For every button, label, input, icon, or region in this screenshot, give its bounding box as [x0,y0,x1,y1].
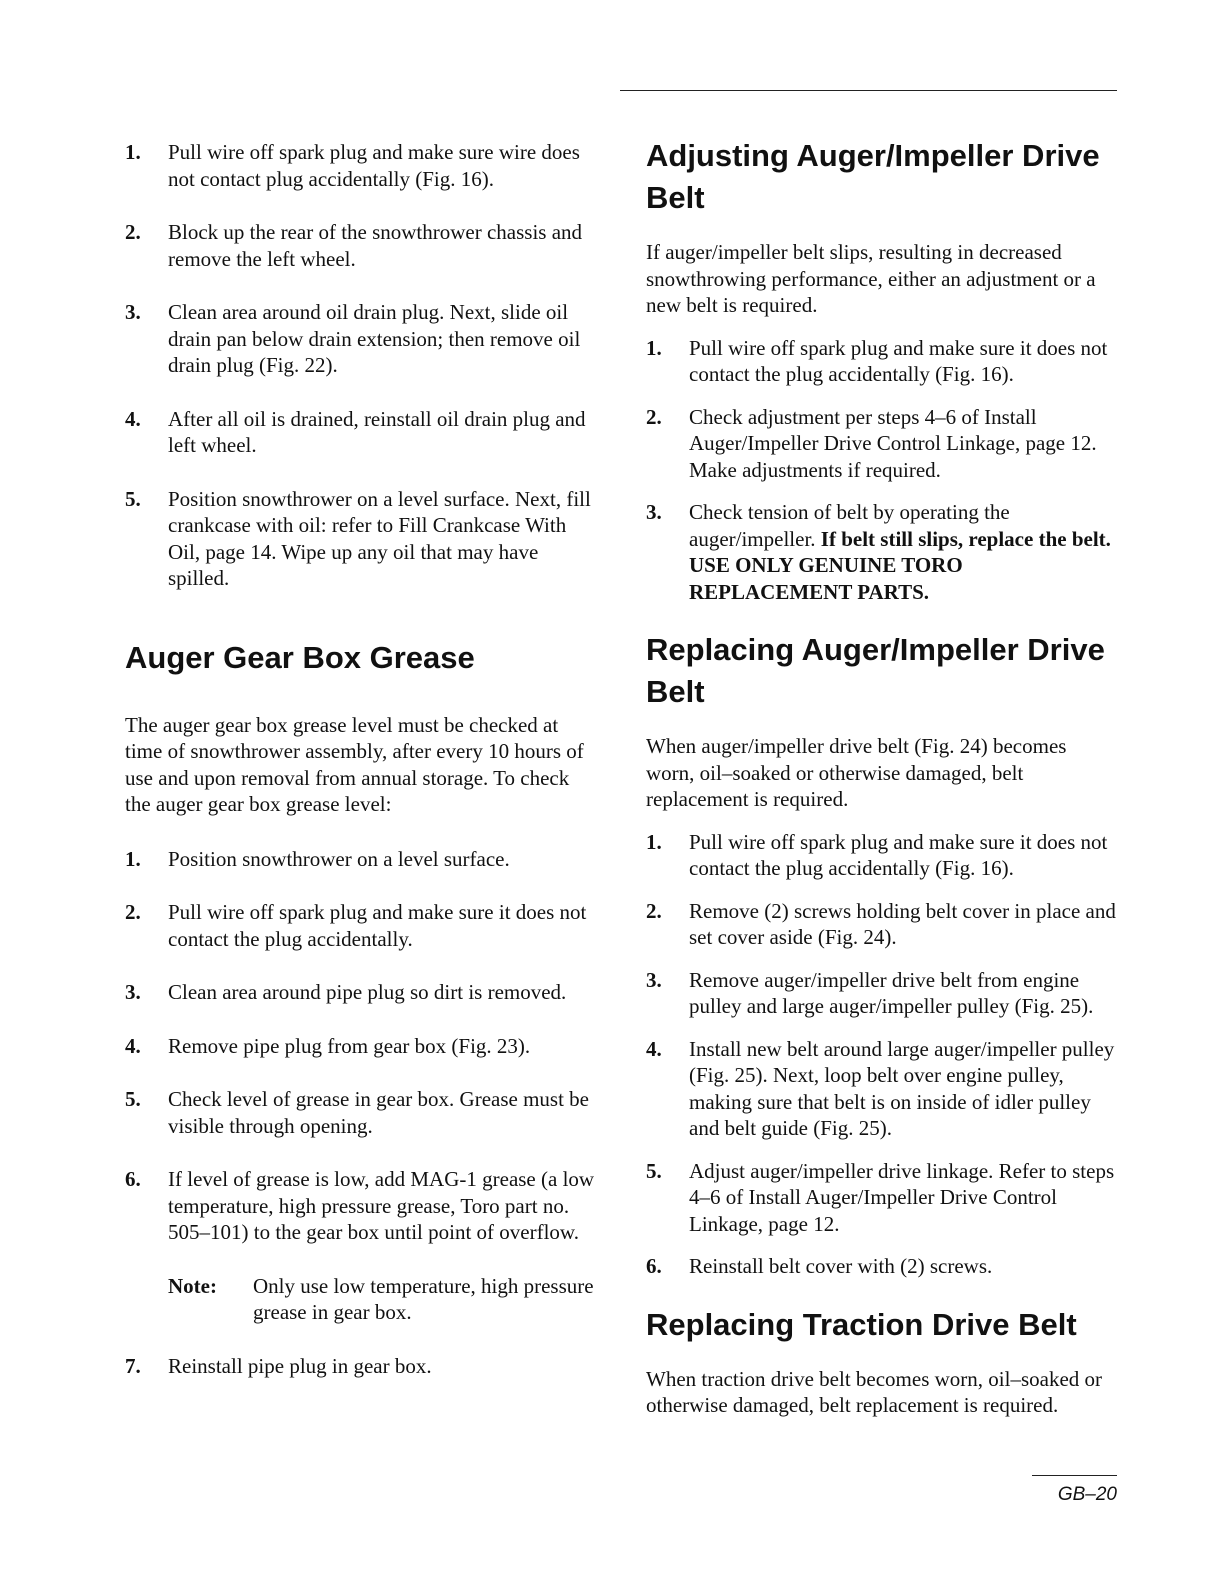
step-number: 3. [125,980,141,1004]
traction-intro-paragraph: When traction drive belt becomes worn, oil–soaked or otherwise damaged, belt replacement is required. [646,1366,1103,1417]
list-item [646,1253,1118,1280]
list-item [125,219,600,272]
step-text: Adjust auger/impeller drive linkage. Refer to steps 4–6 of Install Auger/Impeller Drive Control Linkage, page 12. [689,1158,1115,1236]
grease-intro-paragraph: The auger gear box grease level must be checked at time of snowthrower assembly, after every 10 hours of use and upon removal from annual storage. To check the auger gear box grease level: [125,712,584,816]
step-number: 7. [125,1353,141,1378]
step-number: 1. [646,829,662,854]
step-text: Clean area around oil drain plug. Next, slide oil drain pan below drain extension; then remove oil drain plug (Fig. 22). [168,300,581,377]
step-text: Pull wire off spark plug and make sure it does not contact the plug accidentally (Fig. 16). [689,335,1108,386]
step-text: Reinstall pipe plug in gear box. [168,1353,432,1378]
list-item [125,1033,600,1060]
note-text: Only use low temperature, high pressure grease in gear box. [253,1273,594,1324]
step-text: Install new belt around large auger/impeller pulley (Fig. 25). Next, loop belt over engine pulley, making sure that belt is on inside of idler pulley and belt guide (Fig. 25). [689,1036,1115,1140]
step-text: Check level of grease in gear box. Grease must be visible through opening. [168,1087,590,1138]
section-heading-replacing-auger-belt: Replacing Auger/Impeller Drive Belt [646,632,1105,709]
step-text: After all oil is drained, reinstall oil drain plug and left wheel. [168,406,586,457]
replace-intro-paragraph: When auger/impeller drive belt (Fig. 24) becomes worn, oil–soaked or otherwise damaged, belt replacement is required. [646,734,1067,811]
page-number: GB–20 [1057,1484,1117,1505]
list-item [646,898,1118,951]
step-number: 2. [125,900,141,924]
step-number: 6. [646,1254,662,1278]
list-item [646,967,1118,1020]
list-item [646,499,1118,605]
step-number: 1. [125,140,141,164]
step-number: 3. [125,300,141,324]
step-number: 2. [646,404,662,429]
step-text: Clean area around pipe plug so dirt is removed. [168,980,567,1004]
list-item [646,829,1118,882]
step-text: Check adjustment per steps 4–6 of Install Auger/Impeller Drive Control Linkage, page 12. Make adjustments if required. [689,404,1097,482]
list-item [125,486,600,592]
step-number: 3. [646,500,662,524]
step-number: 5. [646,1158,662,1183]
step-number: 1. [646,335,662,360]
list-item [646,335,1118,388]
list-item [125,1166,600,1246]
step-text: Remove auger/impeller drive belt from engine pulley and large auger/impeller pulley (Fig. 25). [689,967,1094,1018]
left-column [125,139,600,1406]
list-item [125,406,600,459]
step-number: 3. [646,967,662,992]
note-block [168,1273,600,1326]
step-text: Pull wire off spark plug and make sure wire does not contact plug accidentally (Fig. 16). [168,140,580,191]
step-text: If level of grease is low, add MAG-1 grease (a low temperature, high pressure grease, Toro part no. 505–101) to the gear box until point of overflow. [168,1167,595,1244]
step-text: Position snowthrower on a level surface. Next, fill crankcase with oil: refer to Fill Crankcase With Oil, page 14. Wipe up any oil that may have spilled. [168,486,591,590]
list-item [125,846,600,873]
step-number: 6. [125,1167,141,1191]
step-text: Position snowthrower on a level surface. [168,846,510,871]
step-text-warning: If belt still slips, replace the belt. USE ONLY GENUINE TORO REPLACEMENT PARTS. [689,526,1111,604]
header-rule [620,90,1117,91]
adjust-intro-paragraph: If auger/impeller belt slips, resulting in decreased snowthrowing performance, either an adjustment or a new belt is required. [646,240,1096,317]
replace-steps [646,829,1118,1280]
adjust-steps [646,335,1118,606]
oil-change-steps [125,139,600,592]
step-text: Block up the rear of the snowthrower chassis and remove the left wheel. [168,220,583,271]
step-number: 2. [646,898,662,923]
grease-steps [125,846,600,1246]
list-item [125,1086,600,1139]
step-number: 5. [125,1087,141,1111]
step-number: 4. [646,1036,662,1061]
step-text-regular: Check tension of belt by operating the auger/impeller. [689,500,1010,551]
list-item [646,1158,1118,1238]
list-item [125,299,600,379]
list-item [646,404,1118,484]
step-number: 1. [125,846,141,871]
list-item [125,979,600,1006]
step-text: Pull wire off spark plug and make sure it does not contact the plug accidentally (Fig. 16). [689,829,1108,880]
step-number: 4. [125,406,141,431]
section-heading-adjusting-belt: Adjusting Auger/Impeller Drive Belt [646,138,1100,215]
section-heading-traction-belt: Replacing Traction Drive Belt [646,1306,1077,1342]
note-label: Note: [168,1273,217,1298]
footer-rule [1032,1475,1117,1476]
step-number: 2. [125,220,141,244]
step-text [689,499,1118,605]
step-text: Pull wire off spark plug and make sure it does not contact the plug accidentally. [168,900,587,951]
step-text: Reinstall belt cover with (2) screws. [689,1254,993,1278]
section-heading-auger-grease: Auger Gear Box Grease [125,639,475,675]
list-item [125,1353,600,1380]
list-item [646,1036,1118,1142]
step-text: Remove pipe plug from gear box (Fig. 23). [168,1033,531,1058]
step-text: Remove (2) screws holding belt cover in place and set cover aside (Fig. 24). [689,898,1116,949]
list-item [125,139,600,192]
step-number: 4. [125,1033,141,1058]
list-item [125,899,600,952]
step-number: 5. [125,486,141,511]
right-column [646,135,1118,1419]
